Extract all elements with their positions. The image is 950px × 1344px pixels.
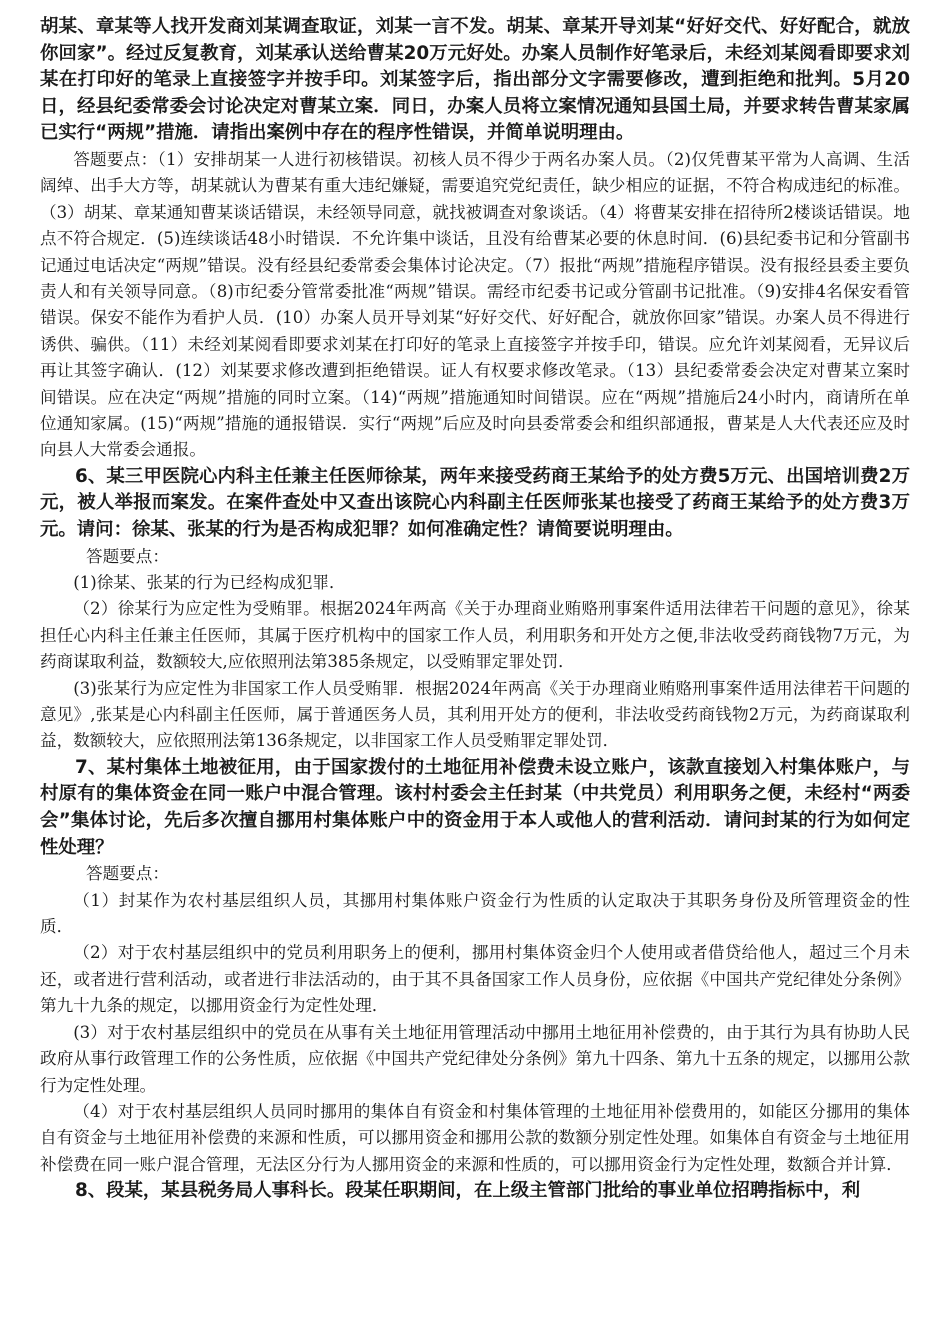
question-7-answer-1: （1）封某作为农村基层组织人员，其挪用村集体账户资金行为性质的认定取决于其职务身份及所管理资金的性质． — [40, 890, 910, 937]
question-7-answer-3: (3）对于农村基层组织中的党员在从事有关土地征用管理活动中挪用土地征用补偿费的，由于其行为具有协助人民政府从事行政管理工作的公务性质，应依据《中国共产党纪律处分条例》第九十四条、第九十五条的规定，以挪用公款行为定性处理。 — [40, 1022, 910, 1095]
question-7-answer-4: （4）对于农村基层组织人员同时挪用的集体自有资金和村集体管理的土地征用补偿费用的，如能区分挪用的集体自有资金与土地征用补偿费的来源和性质，可以挪用资金和挪用公款的数额分别定性处理。如集体自有资金与土地征用补偿费在同一账户混合管理，无法区分行为人挪用资金的来源和性质的，可以挪用资金行为定性处理，数额合并计算． — [40, 1101, 910, 1174]
case5-answer-points: 答题要点：（1）安排胡某一人进行初核错误。初核人员不得少于两名办案人员。（2)仅凭曹某平常为人高调、生活阔绰、出手大方等，胡某就认为曹某有重大违纪嫌疑，需要追究党纪责任，缺少相应的证据，不符合构成违纪的标准。（3）胡某、章某通知曹某谈话错误，未经领导同意，就找被调查对象谈话。（4）将曹某安排在招待所2楼谈话错误。地点不符合规定．(5)连续谈话48小时错误．不允许集中谈话，且没有给曹某必要的休息时间．(6)县纪委书记和分管副书记通过电话决定“两规”错误。没有经县纪委常委会集体讨论决定。（7）报批“两规”措施程序错误。没有报经县委主要负责人和有关领导同意。（8)市纪委分管常委批准“两规”错误。需经市纪委书记或分管副书记批准。（9)安排4名保安看管错误。保安不能作为看护人员．(10）办案人员开导刘某“好好交代、好好配合，就放你回家”错误。办案人员不得进行诱供、骗供。（11）未经刘某阅看即要求刘某在打印好的笔录上直接签字并按手印，错误。应允许刘某阅看，无异议后再让其签字确认．(12）刘某要求修改遭到拒绝错误。证人有权要求修改笔录。（13）县纪委常委会决定对曹某立案时间错误。应在决定“两规”措施的同时立案。（14)“两规”措施通知时间错误。应在“两规”措施后24小时内，商请所在单位通知家属。(15)“两规”措施的通报错误．实行“两规”后应及时向县委常委会和组织部通报，曹某是人大代表还应及时向县人大常委会通报。 — [40, 149, 910, 460]
question-8: 8、段某，某县税务局人事科长。段某任职期间，在上级主管部门批给的事业单位招聘指标中，利 — [74, 1180, 861, 1202]
question-7: 7、某村集体土地被征用，由于国家拨付的土地征用补偿费未设立账户，该款直接划入村集体账户，与村原有的集体资金在同一账户中混合管理。该村村委会主任封某（中共党员）利用职务之便，未经村“两委会”集体讨论，先后多次擅自挪用村集体账户中的资金用于本人或他人的营利活动．请问封某的行为如何定性处理？ — [40, 756, 910, 858]
question-6-answer-3: (3)张某行为应定性为非国家工作人员受贿罪．根据2024年两高《关于办理商业贿赂刑事案件适用法律若干问题的意见》,张某是心内科副主任医师，属于普通医务人员，其利用开处方的便利，非法收受药商钱物2万元，为药商谋取利益，数额较大，应依照刑法第136条规定，以非国家工作人员受贿罪定罪处罚． — [40, 678, 910, 751]
question-6-answer-2: （2）徐某行为应定性为受贿罪。根据2024年两高《关于办理商业贿赂刑事案件适用法律若干问题的意见》，徐某担任心内科主任兼主任医师，其属于医疗机构中的国家工作人员，利用职务和开处方之便,非法收受药商钱物7万元，为药商谋取利益，数额较大,应依照刑法第385条规定，以受贿罪定罪处罚． — [40, 599, 910, 672]
question-6-answer-1: (1)徐某、张某的行为已经构成犯罪． — [73, 573, 346, 593]
question-7-answer-label: 答题要点： — [86, 864, 169, 884]
question-7-answer-2: （2）对于农村基层组织中的党员利用职务上的便利，挪用村集体资金归个人使用或者借贷给他人，超过三个月未还，或者进行营利活动，或者进行非法活动的，由于其不具备国家工作人员身份，应依据《中国共产党纪律处分条例》第九十九条的规定，以挪用资金行为定性处理． — [40, 943, 910, 1016]
document-page — [40, 14, 910, 1205]
case5-question-tail: 胡某、章某等人找开发商刘某调查取证，刘某一言不发。胡某、章某开导刘某“好好交代、好好配合，就放你回家”。经过反复教育，刘某承认送给曹某20万元好处。办案人员制作好笔录后，未经刘某阅看即要求刘某在打印好的笔录上直接签字并按手印。刘某签字后，指出部分文字需要修改，遭到拒绝和批判。5月20日，经县纪委常委会讨论决定对曹某立案．同日，办案人员将立案情况通知县国土局，并要求转告曹某家属已实行“两规”措施．请指出案例中存在的程序性错误，并简单说明理由。 — [40, 16, 910, 144]
question-6-answer-label: 答题要点： — [86, 546, 169, 566]
question-6: 6、某三甲医院心内科主任兼主任医师徐某，两年来接受药商王某给予的处方费5万元、出国培训费2万元，被人举报而案发。在案件查处中又查出该院心内科副主任医师张某也接受了药商王某给予的处方费3万元。请问：徐某、张某的行为是否构成犯罪？如何准确定性？请简要说明理由。 — [40, 465, 910, 541]
